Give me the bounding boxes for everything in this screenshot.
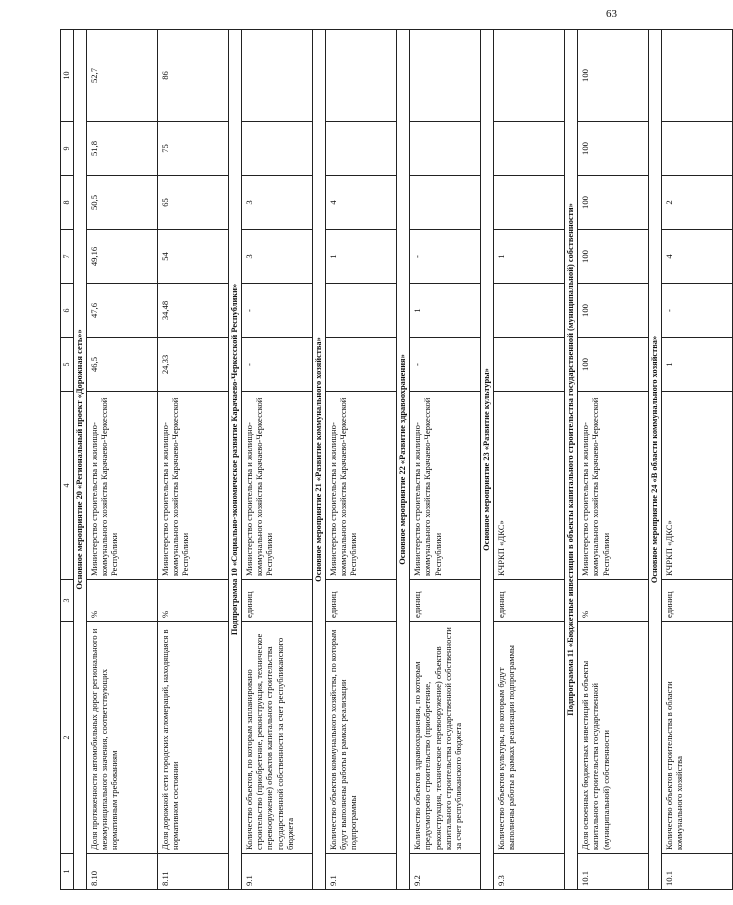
value-cell xyxy=(409,176,480,230)
section-title: Основное мероприятие 23 «Развитие культуры» xyxy=(480,30,493,890)
section-header-row xyxy=(480,30,493,890)
executor-cell: КЧРКП «ДКС» xyxy=(662,392,733,580)
value-cell: 50,5 xyxy=(86,176,157,230)
unit-cell: % xyxy=(157,580,228,622)
indicator-name: Количество объектов культуры, по которым будут выполнены работы в рамках реализации подпрограммы xyxy=(493,622,564,854)
value-cell: 3 xyxy=(241,230,312,284)
unit-cell: единиц xyxy=(493,580,564,622)
value-cell: - xyxy=(409,338,480,392)
value-cell: 49,16 xyxy=(86,230,157,284)
col-header: 5 xyxy=(61,338,74,392)
indicator-name: Количество объектов коммунального хозяйства, по которым будут выполнены работы в рамках реализации подпрограммы xyxy=(325,622,396,854)
value-cell: 52,7 xyxy=(86,30,157,122)
table-row xyxy=(86,30,157,890)
executor-cell: Министерство строительства и жилищно-коммунального хозяйства Карачаево-Черкесской Республики xyxy=(86,392,157,580)
section-title: Основное мероприятие 21 «Развитие коммунального хозяйства» xyxy=(312,30,325,890)
indicator-number: 9.1 xyxy=(241,854,312,890)
indicator-number: 10.1 xyxy=(662,854,733,890)
executor-cell: Министерство строительства и жилищно-коммунального хозяйства Карачаево-Черкесской Республики xyxy=(409,392,480,580)
unit-cell: единиц xyxy=(662,580,733,622)
table-row xyxy=(493,30,564,890)
value-cell xyxy=(409,30,480,122)
col-header: 4 xyxy=(61,392,74,580)
table-body xyxy=(73,30,733,890)
value-cell: - xyxy=(241,338,312,392)
executor-cell: Министерство строительства и жилищно-коммунального хозяйства Карачаево-Черкесской Республики xyxy=(325,392,396,580)
value-cell: 4 xyxy=(662,230,733,284)
indicator-number: 8.10 xyxy=(86,854,157,890)
value-cell: 46,5 xyxy=(86,338,157,392)
value-cell: - xyxy=(241,284,312,338)
executor-cell: КЧРКП «ДКС» xyxy=(493,392,564,580)
value-cell: 4 xyxy=(325,176,396,230)
value-cell: - xyxy=(662,284,733,338)
table-row xyxy=(578,30,649,890)
indicators-table xyxy=(60,29,733,890)
col-header: 1 xyxy=(61,854,74,890)
col-header: 9 xyxy=(61,122,74,176)
section-title: Основное мероприятие 20 «Региональный проект «Дорожная сеть»» xyxy=(73,30,86,890)
indicator-number: 10.1 xyxy=(578,854,649,890)
value-cell: 51,8 xyxy=(86,122,157,176)
unit-cell: единиц xyxy=(325,580,396,622)
value-cell xyxy=(662,122,733,176)
value-cell: 1 xyxy=(493,230,564,284)
value-cell: 100 xyxy=(578,122,649,176)
section-header-row xyxy=(396,30,409,890)
value-cell xyxy=(241,30,312,122)
value-cell: - xyxy=(409,230,480,284)
table-row xyxy=(325,30,396,890)
value-cell: 1 xyxy=(662,338,733,392)
indicator-number: 9.3 xyxy=(493,854,564,890)
executor-cell: Министерство строительства и жилищно-коммунального хозяйства Карачаево-Черкесской Республики xyxy=(241,392,312,580)
col-header: 10 xyxy=(61,30,74,122)
section-header-row xyxy=(312,30,325,890)
table-row xyxy=(662,30,733,890)
section-title: Подпрограмма 10 «Социально-экономическое развитие Карачаево-Черкесской Республики» xyxy=(228,30,241,890)
section-title: Подпрограмма 11 «Бюджетные инвестиции в объекты капитального строительства государственной (муниципальной) собственности» xyxy=(564,30,577,890)
value-cell: 75 xyxy=(157,122,228,176)
unit-cell: единиц xyxy=(409,580,480,622)
unit-cell: % xyxy=(578,580,649,622)
value-cell xyxy=(325,30,396,122)
table-row xyxy=(157,30,228,890)
indicator-name: Количество объектов, по которым запланировано строительство (приобретение, реконструкция, техническое перевооружение) объектов капитального строительства государственной собственности за счет республиканского бюджета xyxy=(241,622,312,854)
page-number: 63 xyxy=(606,8,617,20)
section-header-row xyxy=(649,30,662,890)
section-header-row xyxy=(73,30,86,890)
value-cell: 34,48 xyxy=(157,284,228,338)
indicator-name: Доля протяженности автомобильных дорог регионального и межмуниципального значения, соответствующих нормативным требованиям xyxy=(86,622,157,854)
indicator-name: Количество объектов строительства в области коммунального хозяйства xyxy=(662,622,733,854)
value-cell xyxy=(493,122,564,176)
col-header: 3 xyxy=(61,580,74,622)
value-cell: 47,6 xyxy=(86,284,157,338)
value-cell: 2 xyxy=(662,176,733,230)
value-cell: 1 xyxy=(325,230,396,284)
value-cell xyxy=(493,338,564,392)
value-cell: 54 xyxy=(157,230,228,284)
value-cell xyxy=(241,122,312,176)
value-cell: 65 xyxy=(157,176,228,230)
col-header: 7 xyxy=(61,230,74,284)
value-cell xyxy=(493,284,564,338)
indicator-number: 9.2 xyxy=(409,854,480,890)
value-cell xyxy=(325,284,396,338)
section-header-row xyxy=(564,30,577,890)
executor-cell: Министерство строительства и жилищно-коммунального хозяйства Карачаево-Черкесской Республики xyxy=(578,392,649,580)
value-cell: 24,33 xyxy=(157,338,228,392)
unit-cell: % xyxy=(86,580,157,622)
value-cell: 1 xyxy=(409,284,480,338)
value-cell: 100 xyxy=(578,284,649,338)
unit-cell: единиц xyxy=(241,580,312,622)
value-cell: 100 xyxy=(578,176,649,230)
section-header-row xyxy=(228,30,241,890)
table-row xyxy=(409,30,480,890)
section-title: Основное мероприятие 24 «В области коммунального хозяйства» xyxy=(649,30,662,890)
value-cell: 100 xyxy=(578,30,649,122)
value-cell: 100 xyxy=(578,338,649,392)
value-cell xyxy=(325,338,396,392)
indicator-name: Количество объектов здравоохранения, по которым предусмотрено строительство (приобретение, реконструкция, техническое перевооружение) объектов капитального строительства государственной собственности за счет республиканского бюджета xyxy=(409,622,480,854)
rotated-table-wrapper xyxy=(60,30,685,890)
table-row xyxy=(241,30,312,890)
col-header: 8 xyxy=(61,176,74,230)
section-title: Основное мероприятие 22 «Развитие здравоохранения» xyxy=(396,30,409,890)
value-cell xyxy=(493,30,564,122)
value-cell xyxy=(325,122,396,176)
executor-cell: Министерство строительства и жилищно-коммунального хозяйства Карачаево-Черкесской Республики xyxy=(157,392,228,580)
indicator-name: Доля освоенных бюджетных инвестиций в объекты капитального строительства государственной (муниципальной) собственности xyxy=(578,622,649,854)
value-cell: 3 xyxy=(241,176,312,230)
column-numbers-row xyxy=(61,30,74,890)
value-cell xyxy=(493,176,564,230)
value-cell: 100 xyxy=(578,230,649,284)
col-header: 6 xyxy=(61,284,74,338)
indicator-number: 9.1 xyxy=(325,854,396,890)
indicator-number: 8.11 xyxy=(157,854,228,890)
value-cell xyxy=(662,30,733,122)
value-cell: 86 xyxy=(157,30,228,122)
indicator-name: Доля дорожной сети городских агломераций, находящаяся в нормативном состоянии xyxy=(157,622,228,854)
col-header: 2 xyxy=(61,622,74,854)
value-cell xyxy=(409,122,480,176)
